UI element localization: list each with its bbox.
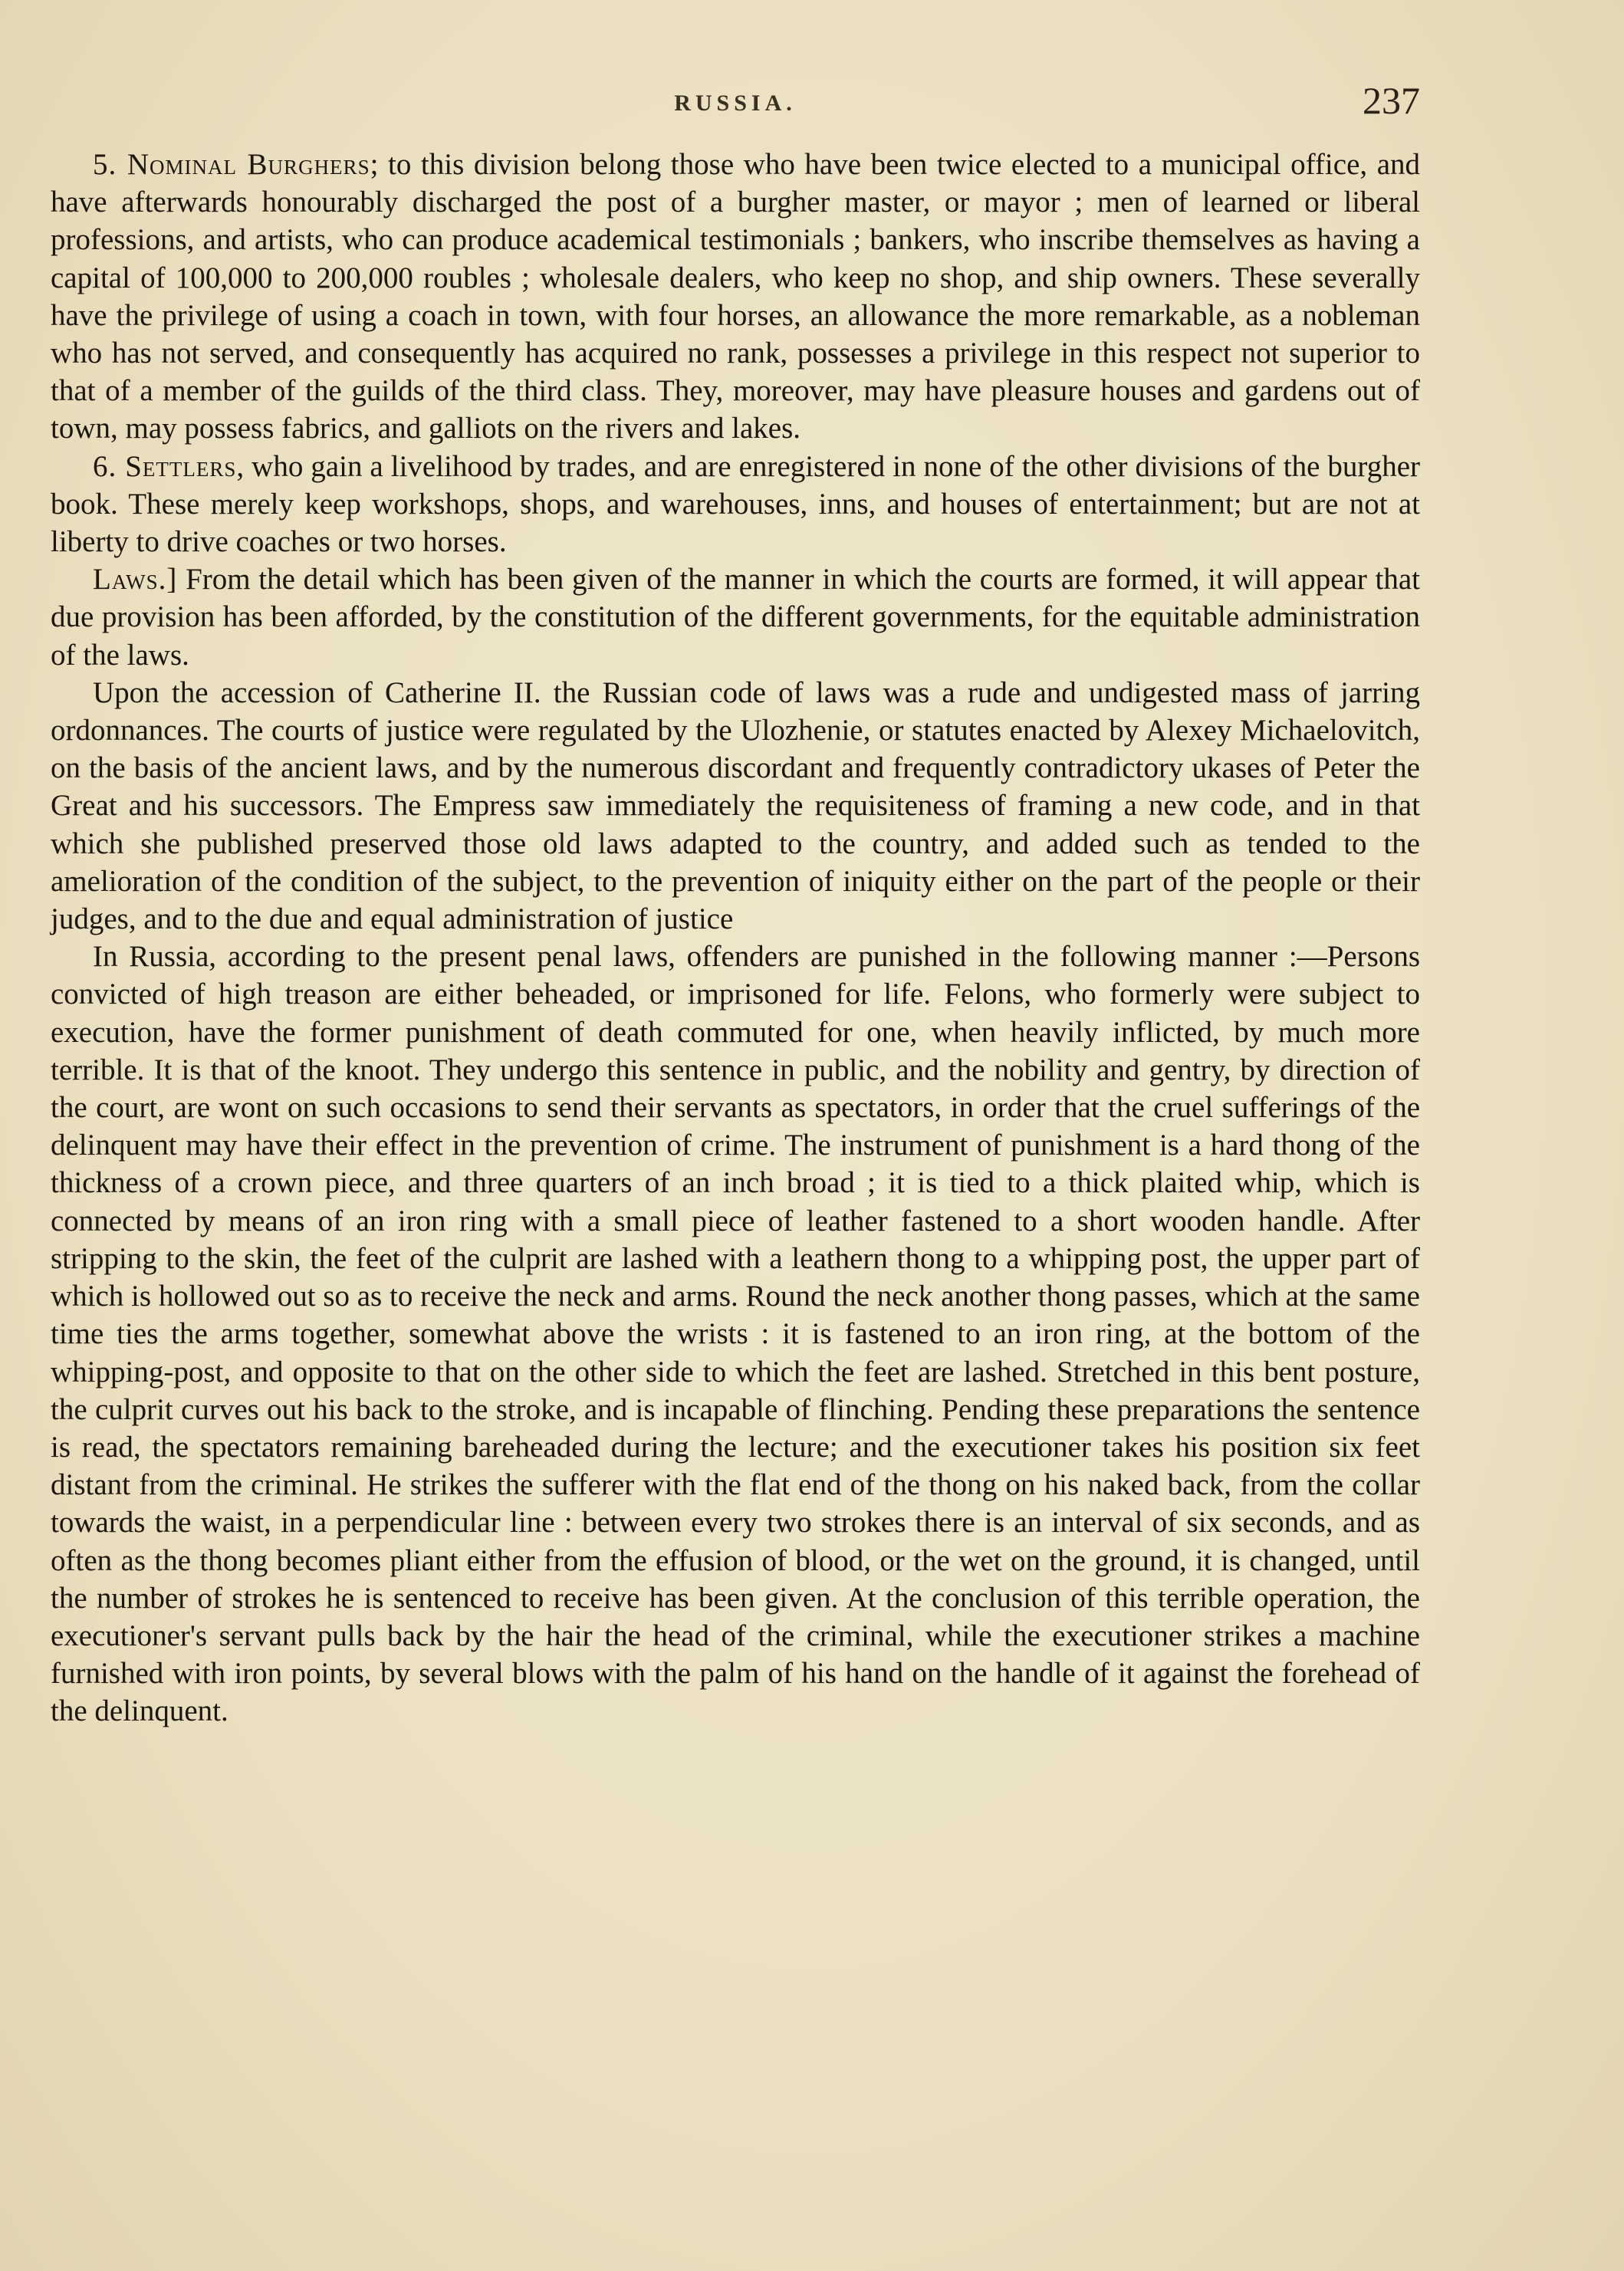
section-lead: 6. Settlers — [93, 449, 237, 483]
paragraph-text: Upon the accession of Catherine II. the Russian code of laws was a rude and undigested mass of jarring ordonnances. The courts of justice were regulated by the Ulozhenie, or statutes enacted by Alexey Michaelovitch, on the basis of the ancient laws, and by the numerous discordant and frequently contradictory ukases of Peter the Great and his successors. The Empress saw immediately the requisiteness of framing a new code, and in that which she published preserved those old laws adapted to the country, and added such as tended to the amelioration of the condition of the subject, to the prevention of iniquity either on the part of the people or their judges, and to the due and equal administration of justice — [51, 675, 1420, 936]
section-lead: 5. Nominal Burghers — [93, 148, 370, 181]
page-number: 237 — [1363, 79, 1420, 122]
paragraph-penal-laws — [51, 938, 1420, 1730]
paragraph-text: ; to this division belong those who have been twice elected to a municipal office, and have afterwards honourably discharged the post of a burgher master, or mayor ; men of learned or liberal professions, and artists, who can produce academical testimonials ; bankers, who inscribe themselves as having a capital of 100,000 to 200,000 roubles ; wholesale dealers, who keep no shop, and ship owners. These severally have the privilege of using a coach in town, with four horses, an allowance the more remarkable, as a nobleman who has not served, and consequently has acquired no rank, possesses a privilege in this respect not superior to that of a member of the guilds of the third class. They, moreover, may have pleasure houses and gardens out of town, may possess fabrics, and galliots on the rivers and lakes. — [51, 148, 1421, 445]
paragraph-text: From the detail which has been given of the manner in which the courts are formed, it will appear that due provision has been afforded, by the constitution of the different governments, for the equitable administration of the laws. — [51, 563, 1420, 672]
body-text — [51, 146, 1420, 1730]
paragraph-laws — [51, 560, 1420, 674]
paragraph-text: In Russia, according to the present penal laws, offenders are punished in the following manner :—Persons convicted of high treason are either beheaded, or imprisoned for life. Felons, who formerly were subject to execution, have the former punishment of death commuted for one, when heavily inflicted, by much more terrible. It is that of the knoot. They undergo this sentence in public, and the nobility and gentry, by direction of the court, are wont on such occasions to send their servants as spectators, in order that the cruel sufferings of the delinquent may have their effect in the prevention of crime. The instrument of punishment is a hard thong of the thickness of a crown piece, and three quarters of an inch broad ; it is tied to a thick plaited whip, which is connected by means of an iron ring with a small piece of leather fastened to a short wooden handle. After stripping to the skin, the feet of the culprit are lashed with a leathern thong to a whipping post, the upper part of which is hollowed out so as to receive the neck and arms. Round the neck another thong passes, which at the same time ties the arms together, somewhat above the wrists : it is fastened to an iron ring, at the bottom of the whipping-post, and opposite to that on the other side to which the feet are lashed. Stretched in this bent posture, the culprit curves out his back to the stroke, and is incapable of flinching. Pending these preparations the sentence is read, the spectators remaining bareheaded during the lecture; and the executioner takes his position six feet distant from the criminal. He strikes the sufferer with the flat end of the thong on his naked back, from the collar towards the waist, in a perpendicular line : between every two strokes there is an interval of six seconds, and as often as the thong becomes pliant either from the effusion of blood, or the wet on the ground, it is changed, until the number of strokes he is sentenced to receive has been given. At the conclusion of this terrible operation, the executioner's servant pulls back by the hair the head of the criminal, while the executioner strikes a machine furnished with iron points, by several blows with the palm of his hand on the handle of it against the forehead of the delinquent. — [51, 940, 1420, 1728]
paragraph-text: , who gain a livelihood by trades, and are enregistered in none of the other divisions of the burgher book. These merely keep workshops, shops, and warehouses, inns, and houses of entertainment; but are not at liberty to drive coaches or two horses. — [51, 449, 1420, 559]
running-head: RUSSIA. — [674, 90, 797, 116]
section-lead: Laws.] — [93, 563, 178, 597]
paragraph-catherine-code — [51, 674, 1420, 938]
page-header — [51, 79, 1420, 132]
paragraph-settlers — [51, 448, 1420, 561]
paragraph-nominal-burghers — [51, 146, 1420, 448]
